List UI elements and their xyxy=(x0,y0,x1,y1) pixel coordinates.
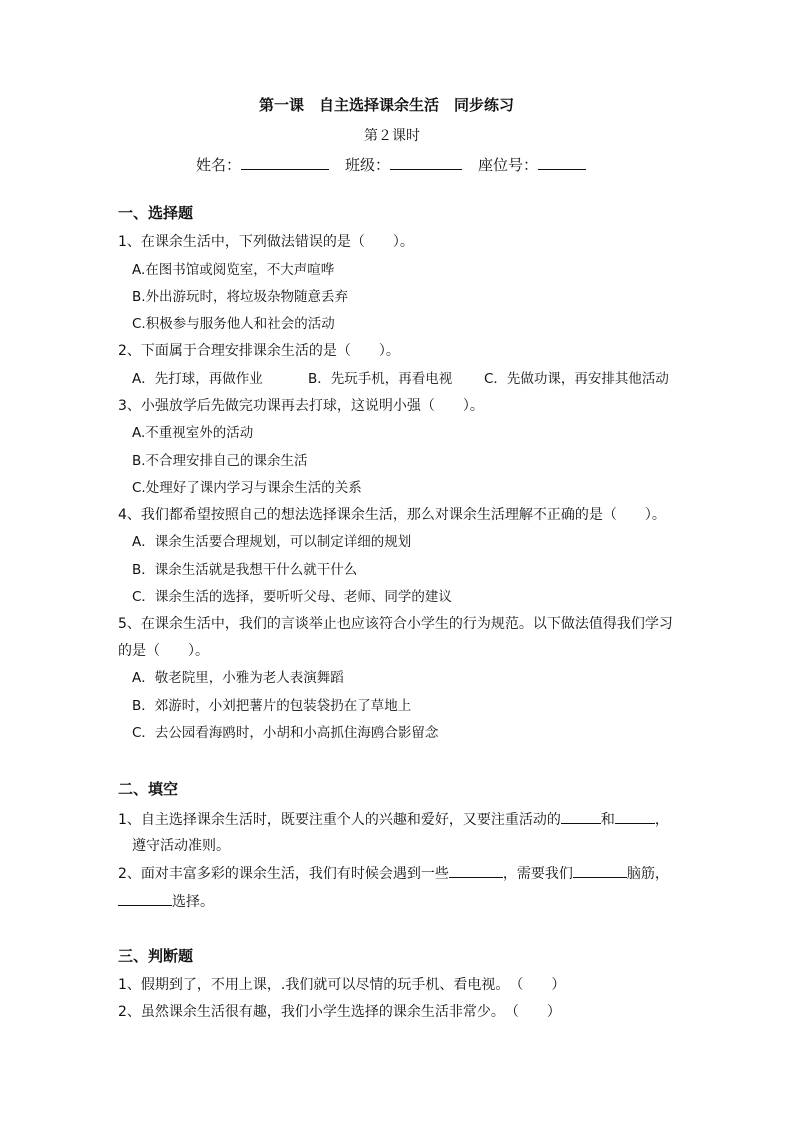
fill-blank[interactable] xyxy=(118,891,172,906)
option-b[interactable]: B．先玩手机，再看电视 xyxy=(308,371,453,387)
fill-text: 1、自主选择课余生活时，既要注重个人的兴趣和爱好，又要注重活动的 xyxy=(118,812,561,828)
option-a[interactable]: A．敬老院里，小雅为老人表演舞蹈 xyxy=(132,670,344,686)
option-c[interactable]: C.处理好了课内学习与课余生活的关系 xyxy=(132,480,362,496)
option-a[interactable]: A.不重视室外的活动 xyxy=(132,425,254,441)
fill-blank[interactable] xyxy=(573,863,627,878)
section-heading-judge: 三、判断题 xyxy=(118,947,194,965)
option-a[interactable]: A．先打球，再做作业 xyxy=(132,371,263,387)
option-c[interactable]: C．去公园看海鸥时，小胡和小高抓住海鸥合影留念 xyxy=(132,725,439,741)
option-c[interactable]: C．先做功课，再安排其他活动 xyxy=(484,371,669,387)
option-b[interactable]: B．课余生活就是我想干什么就干什么 xyxy=(132,562,358,578)
class-blank[interactable] xyxy=(390,155,462,170)
fill-text: 选择。 xyxy=(172,894,214,910)
question-stem: 1、在课余生活中，下列做法错误的是（ ）。 xyxy=(118,234,414,250)
judge-question-1[interactable]: 1、假期到了，不用上课，.我们就可以尽情的玩手机、看电视。 （ ） xyxy=(118,977,566,993)
fill-question-2 xyxy=(118,863,669,884)
fill-text: 脑筋， xyxy=(626,866,669,882)
fill-text: ，需要我们 xyxy=(502,866,573,882)
section-heading-choice: 一、选择题 xyxy=(118,204,194,222)
question-stem: 3、小强放学后先做完功课再去打球，这说明小强（ ）。 xyxy=(118,398,484,414)
option-b[interactable]: B.外出游玩时，将垃圾杂物随意丢弃 xyxy=(132,289,349,305)
fill-blank[interactable] xyxy=(561,809,601,824)
fill-text: 2、面对丰富多彩的课余生活，我们有时候会遇到一些 xyxy=(118,866,449,882)
option-a[interactable]: A.在图书馆或阅览室，不大声喧哗 xyxy=(132,262,335,278)
section-heading-fill: 二、填空 xyxy=(118,780,179,798)
option-b[interactable]: B．郊游时，小刘把薯片的包装袋扔在了草地上 xyxy=(132,698,412,714)
fill-text: 和 xyxy=(600,812,615,828)
page-title: 第一课 自主选择课余生活 同步练习 xyxy=(259,96,515,114)
fill-question-1-continued: 遵守活动准则。 xyxy=(132,838,230,854)
seat-label: 座位号： xyxy=(478,156,539,174)
question-stem: 4、我们都希望按照自己的想法选择课余生活，那么对课余生活理解不正确的是（ ）。 xyxy=(118,507,666,523)
question-stem: 2、下面属于合理安排课余生活的是（ ）。 xyxy=(118,343,400,359)
fill-text: ， xyxy=(654,812,669,828)
name-label: 姓名： xyxy=(196,156,242,174)
student-info-row xyxy=(196,155,586,175)
option-b[interactable]: B.不合理安排自己的课余生活 xyxy=(132,453,308,469)
option-c[interactable]: C.积极参与服务他人和社会的活动 xyxy=(132,316,335,332)
name-blank[interactable] xyxy=(241,155,329,170)
fill-blank[interactable] xyxy=(615,809,655,824)
judge-question-2[interactable]: 2、虽然课余生活很有趣，我们小学生选择的课余生活非常少。 （ ） xyxy=(118,1004,561,1020)
question-stem: 5、在课余生活中，我们的言谈举止也应该符合小学生的行为规范。以下做法值得我们学习 xyxy=(118,616,673,632)
option-c[interactable]: C．课余生活的选择，要听听父母、老师、同学的建议 xyxy=(132,589,452,605)
lesson-subtitle: 第２课时 xyxy=(364,128,420,144)
option-a[interactable]: A．课余生活要合理规划，可以制定详细的规划 xyxy=(132,534,412,550)
seat-blank[interactable] xyxy=(538,155,586,170)
fill-question-2-continued xyxy=(118,891,214,912)
fill-question-1 xyxy=(118,809,669,830)
question-stem-continued: 的是（ ）。 xyxy=(118,643,209,659)
class-label: 班级： xyxy=(345,156,391,174)
fill-blank[interactable] xyxy=(449,863,503,878)
